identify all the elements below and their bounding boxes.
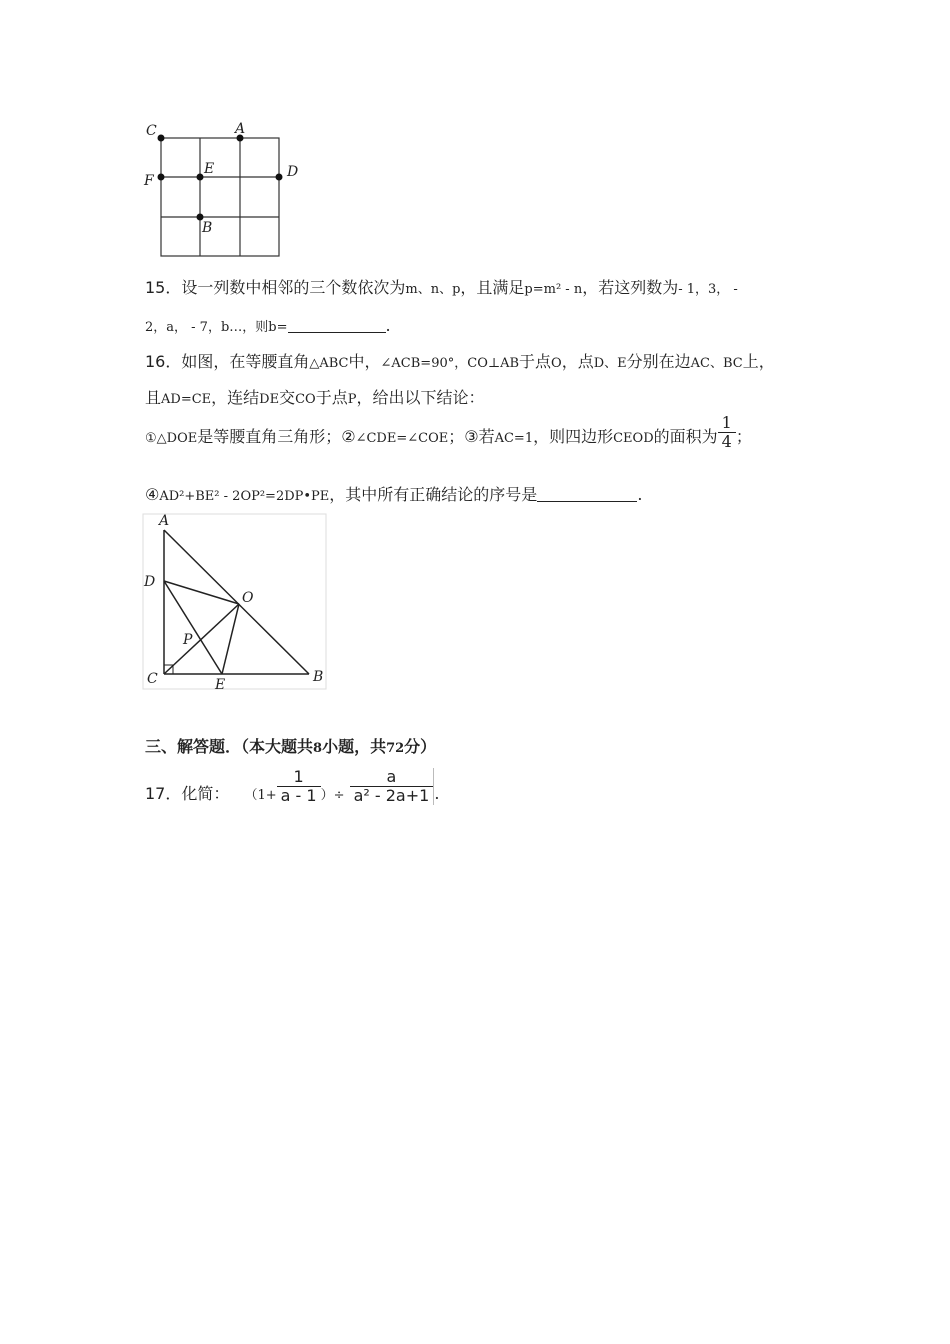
label-c: C <box>146 123 157 139</box>
label-d: D <box>144 574 156 590</box>
point-d <box>276 174 283 181</box>
section-heading: 三、解答题．（本大题共8小题，共72分） <box>145 737 437 756</box>
grid-figure <box>140 115 310 265</box>
q16-conclusions-1-3: ①△DOE是等腰直角三角形；②∠CDE=∠COE；③若AC=1，则四边形CEOD的面积为 $\frac{1}{4}$ ； <box>145 413 752 451</box>
label-e: E <box>204 161 215 177</box>
answer-blank <box>288 318 386 333</box>
answer-blank <box>537 487 637 502</box>
label-e: E <box>215 677 226 691</box>
q15-line1: 15．设一列数中相邻的三个数依次为m、n、p，且满足p=m² - n，若这列数为- 1，3， - <box>145 278 738 297</box>
label-a: A <box>235 121 246 137</box>
q15-line2: 2，a， - 7，b…，则b= . <box>145 316 391 335</box>
label-o: O <box>242 590 254 606</box>
q17: 17．化简： （1+ $\frac{1}{a - 1}$ ）÷ $\frac{a}{\text{a² - 2a+1}}$ . <box>145 767 440 805</box>
label-c: C <box>147 671 158 687</box>
label-d: D <box>287 164 299 180</box>
q16-line1: 16．如图，在等腰直角△ABC中，∠ACB=90°，CO⊥AB于点O，点D、E分别在边AC、BC上， <box>145 352 775 371</box>
point-e <box>197 174 204 181</box>
fraction-one-quarter: $\frac{1}{4}$ <box>718 414 736 451</box>
q16-conclusion-4: ④AD²+BE² - 2OP²=2DP•PE，其中所有正确结论的序号是 . <box>145 485 643 504</box>
fraction-1-over-a-minus-1: $\frac{1}{a - 1}$ <box>277 768 321 805</box>
point-f <box>158 174 165 181</box>
fraction-a-over-quadratic: $\frac{a}{\text{a² - 2a+1}}$ <box>350 768 435 805</box>
point-c <box>158 135 165 142</box>
label-f: F <box>144 173 154 189</box>
q16-line2: 且AD=CE，连结DE交CO于点P，给出以下结论： <box>145 388 485 407</box>
label-a: A <box>159 513 170 529</box>
label-b: B <box>202 220 213 236</box>
label-p: P <box>183 632 193 648</box>
label-b: B <box>313 669 324 685</box>
triangle-figure <box>142 513 328 691</box>
